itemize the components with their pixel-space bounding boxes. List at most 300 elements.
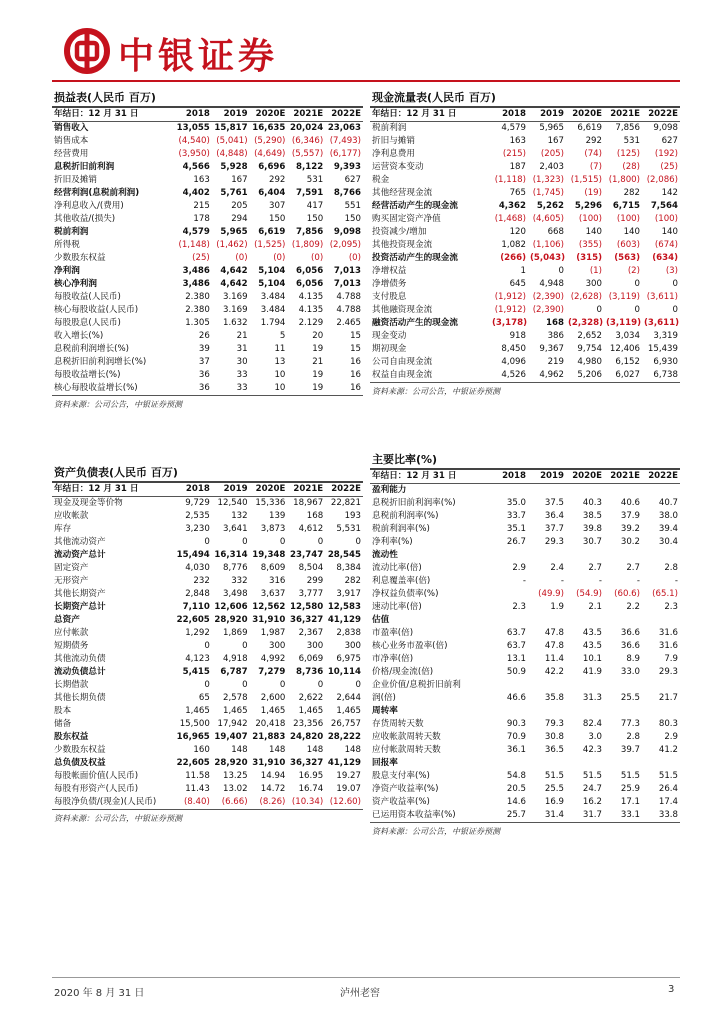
cell-value: (49.9) — [538, 589, 564, 599]
cell-value: 40.7 — [658, 498, 678, 508]
cell-value: 11.58 — [185, 771, 210, 781]
row-label: 每股股息(人民币) — [54, 318, 121, 328]
table-row — [52, 122, 363, 136]
cell-value: - — [674, 576, 678, 586]
table-row — [370, 679, 680, 692]
cell-value: 5,206 — [577, 370, 602, 380]
cell-value: (125) — [616, 149, 640, 159]
cell-value: 10,114 — [327, 667, 361, 677]
table-row — [52, 369, 363, 382]
cell-value: 0 — [242, 641, 248, 651]
balance-table — [52, 483, 363, 809]
cell-value: 168 — [546, 318, 564, 328]
row-label: 价格/现金流(倍) — [372, 667, 434, 677]
cell-value: 31.3 — [582, 693, 602, 703]
table-row — [52, 265, 363, 278]
row-label: 融资活动产生的现金流 — [372, 318, 458, 328]
cell-value: (674) — [654, 240, 678, 250]
cell-value: 1,465 — [222, 706, 248, 716]
cell-value: 5,415 — [182, 667, 210, 677]
cell-value: 6,619 — [258, 227, 286, 237]
cell-value: 46.6 — [506, 693, 526, 703]
cell-value: 37 — [198, 357, 210, 367]
cell-value: (28) — [622, 162, 640, 172]
row-label: 无形资产 — [54, 576, 89, 586]
cell-value: 10.1 — [582, 654, 602, 664]
table-row — [52, 653, 363, 666]
cell-value: 5,965 — [220, 227, 248, 237]
row-label: 现金及现金等价物 — [54, 498, 123, 508]
table-row — [370, 783, 680, 796]
table-row — [370, 809, 680, 822]
header-year: 2019 — [212, 108, 250, 122]
footer-company: 泸州老窖 — [340, 988, 380, 999]
cell-value: (100) — [654, 214, 678, 224]
cell-value — [604, 484, 642, 498]
cell-value: 2.7 — [588, 563, 602, 573]
table-row — [52, 744, 363, 757]
cell-value: 7,013 — [333, 266, 361, 276]
cell-value: 3,230 — [185, 524, 210, 534]
cell-value: 167 — [231, 175, 248, 185]
header-label: 年结日：12 月 31 日 — [370, 108, 490, 122]
table-row — [52, 252, 363, 265]
table-row — [52, 718, 363, 731]
cell-value: - — [522, 576, 526, 586]
cell-value: 40.6 — [620, 498, 640, 508]
cell-value: 33.1 — [620, 810, 640, 820]
cell-value: 22,821 — [330, 498, 361, 508]
cell-value: 627 — [344, 175, 361, 185]
page-number: 3 — [668, 984, 675, 995]
cell-value: 168 — [306, 511, 324, 521]
row-label: 税前利润 — [372, 123, 407, 133]
cell-value: 63.7 — [506, 641, 526, 651]
cell-value: 282 — [344, 576, 361, 586]
cell-value: 187 — [509, 162, 526, 172]
cell-value: 30 — [236, 357, 248, 367]
cell-value — [566, 679, 604, 692]
cell-value: 3,641 — [222, 524, 248, 534]
row-label: 投资减少/增加 — [372, 227, 427, 237]
cell-value: 9,367 — [539, 344, 564, 354]
cell-value: 21,883 — [252, 732, 286, 742]
row-label: 其他长期资产 — [54, 589, 106, 599]
cell-value: 21 — [236, 331, 248, 341]
row-label: 息税折旧前利润增长(%) — [54, 357, 147, 367]
cell-value: 37.7 — [544, 524, 564, 534]
cell-value: 28,920 — [214, 615, 248, 625]
cell-value: 37.9 — [620, 511, 640, 521]
cell-value: 10 — [274, 370, 286, 380]
table-row — [52, 343, 363, 356]
table-row — [52, 278, 363, 291]
cell-value: 31 — [236, 344, 248, 354]
cell-value: 20,418 — [255, 719, 286, 729]
row-label: 周转率 — [372, 706, 398, 716]
cell-value: 13.25 — [222, 771, 248, 781]
row-label: 净利润 — [54, 266, 80, 276]
row-label: 每股收益(人民币) — [54, 292, 121, 302]
cell-value: 37.5 — [544, 498, 564, 508]
cell-value: 47.8 — [544, 628, 564, 638]
cell-value: 292 — [268, 175, 286, 185]
cell-value: 163 — [509, 136, 526, 146]
table-row — [370, 265, 680, 278]
cell-value: 30.4 — [658, 537, 678, 547]
header-year: 2020E — [566, 108, 604, 122]
cell-value: 50.9 — [506, 667, 526, 677]
row-label: 润(倍) — [372, 693, 396, 703]
cell-value: 26.4 — [658, 784, 678, 794]
table-row — [370, 497, 680, 510]
cell-value: 36.5 — [544, 745, 564, 755]
cell-value: 0 — [634, 279, 640, 289]
cell-value: 63.7 — [506, 628, 526, 638]
table-row — [370, 213, 680, 226]
table-row — [370, 148, 680, 161]
cell-value: 70.9 — [506, 732, 526, 742]
cell-value — [528, 549, 566, 562]
income-table — [52, 108, 363, 395]
cell-value: 11.43 — [185, 784, 210, 794]
cell-value: 16,965 — [176, 732, 210, 742]
row-label: 核心业务市盈率(倍) — [372, 641, 448, 651]
cell-value — [566, 549, 604, 562]
cell-value — [566, 705, 604, 718]
cell-value: 6,696 — [258, 162, 286, 172]
cell-value: 29.3 — [658, 667, 678, 677]
cell-value: 531 — [306, 175, 324, 185]
cell-value: (205) — [540, 149, 564, 159]
cell-value: 160 — [193, 745, 210, 755]
cell-value: 15,817 — [214, 123, 248, 133]
row-label: 利息覆盖率(倍) — [372, 576, 431, 586]
cell-value: 4,566 — [182, 162, 210, 172]
cell-value: (315) — [576, 253, 602, 263]
cell-value: 1.9 — [550, 602, 564, 612]
cell-value: (1,323) — [532, 175, 564, 185]
cell-value: 35.0 — [506, 498, 526, 508]
row-label: 净资产收益率(%) — [372, 784, 439, 794]
header-year: 2018 — [490, 108, 528, 122]
row-label: 经营费用 — [54, 149, 89, 159]
cell-value: (4,605) — [532, 214, 564, 224]
table-row — [370, 653, 680, 666]
header-year: 2022E — [642, 470, 680, 484]
row-label: 速动比率(倍) — [372, 602, 422, 612]
row-label: 核心每股收益增长(%) — [54, 383, 138, 393]
cell-value — [604, 705, 642, 718]
table-row — [52, 382, 363, 395]
cell-value: 282 — [623, 188, 640, 198]
cell-value: 2.8 — [664, 563, 678, 573]
cell-value: 2,652 — [577, 331, 602, 341]
cell-value: (6,177) — [329, 149, 361, 159]
cell-value: 19.07 — [336, 784, 361, 794]
cell-value — [528, 614, 566, 627]
cell-value: (4,540) — [178, 136, 210, 146]
cell-value: 0 — [204, 641, 210, 651]
cell-value: 5,296 — [574, 201, 602, 211]
cell-value: (1,912) — [494, 305, 526, 315]
cell-value: 16,635 — [252, 123, 286, 133]
cell-value: 20,024 — [290, 123, 324, 133]
cell-value: 0 — [355, 680, 361, 690]
cell-value: 19 — [312, 370, 324, 380]
table-row — [52, 317, 363, 330]
cell-value: (74) — [584, 149, 602, 159]
row-label: 其他收益/(损失) — [54, 214, 116, 224]
cell-value: (1,745) — [532, 188, 564, 198]
table-row — [370, 770, 680, 783]
cell-value: 316 — [268, 576, 286, 586]
cell-value: 142 — [661, 188, 678, 198]
table-row — [52, 161, 363, 174]
cashflow-source-note: 资料来源：公司公告，中银证券预测 — [370, 382, 680, 397]
row-label: 每股帐面价值(人民币) — [54, 771, 139, 781]
cell-value — [490, 757, 528, 770]
cell-value: 20 — [312, 331, 324, 341]
table-row — [52, 536, 363, 549]
cell-value: - — [598, 576, 602, 586]
row-label: 已运用资本收益率(%) — [372, 810, 456, 820]
cell-value: 36 — [198, 370, 210, 380]
footer-date: 2020 年 8 月 31 日 — [54, 988, 145, 999]
cell-value — [604, 757, 642, 770]
cell-value: (54.9) — [576, 589, 602, 599]
cell-value: 23,063 — [327, 123, 361, 133]
cell-value: 35.1 — [506, 524, 526, 534]
cell-value: 2.7 — [626, 563, 640, 573]
table-row — [370, 226, 680, 239]
cell-value — [490, 614, 528, 627]
row-label: 销售收入 — [54, 123, 89, 133]
cell-value: 3,319 — [653, 331, 678, 341]
cell-value: (1,118) — [494, 175, 526, 185]
table-row — [370, 135, 680, 148]
table-row — [370, 200, 680, 213]
cell-value: 31.6 — [658, 641, 678, 651]
row-label: 权益自由现金流 — [372, 370, 433, 380]
table-row — [52, 226, 363, 239]
cell-value — [528, 757, 566, 770]
row-label: 应付帐款周转天数 — [372, 745, 441, 755]
cell-value: (5,290) — [254, 136, 286, 146]
cell-value: 36.6 — [620, 628, 640, 638]
cell-value: 30.2 — [620, 537, 640, 547]
cell-value: 332 — [231, 576, 248, 586]
cell-value: 12,580 — [290, 602, 324, 612]
cell-value: 5,104 — [258, 266, 286, 276]
cell-value: 178 — [193, 214, 210, 224]
cell-value: (65.1) — [652, 589, 678, 599]
cell-value: 15 — [350, 331, 361, 341]
cell-value: 38.5 — [582, 511, 602, 521]
cell-value: 2.1 — [588, 602, 602, 612]
cell-value: (1,809) — [291, 240, 324, 250]
table-row — [52, 757, 363, 770]
cell-value: 417 — [306, 201, 324, 211]
cell-value: 2,403 — [539, 162, 564, 172]
cell-value: 292 — [585, 136, 602, 146]
cell-value: 0 — [242, 537, 248, 547]
cell-value: 33 — [236, 383, 248, 393]
cell-value: 150 — [306, 214, 324, 224]
header-year: 2022E — [325, 483, 363, 497]
cell-value: 5,965 — [539, 123, 564, 133]
cell-value: 51.5 — [582, 771, 602, 781]
table-row — [370, 174, 680, 187]
table-row — [370, 588, 680, 601]
row-label: 总资产 — [54, 615, 80, 625]
row-label: 净利息收入/(费用) — [54, 201, 124, 211]
cell-value: 22,605 — [176, 758, 210, 768]
ratios-title: 主要比率(%) — [370, 452, 680, 470]
cell-value: (215) — [502, 149, 526, 159]
cashflow-table — [370, 108, 680, 382]
cell-value: 4,123 — [185, 654, 210, 664]
cell-value: 645 — [509, 279, 526, 289]
cell-value: 39 — [198, 344, 210, 354]
row-label: 股本 — [54, 706, 72, 716]
cell-value: 6,056 — [296, 266, 324, 276]
cell-value: (3,611) — [646, 292, 678, 302]
row-label: 流动负债总计 — [54, 667, 106, 677]
cell-value: 4.135 — [298, 305, 324, 315]
cell-value: 19,348 — [252, 550, 286, 560]
row-label: 公司自由现金流 — [372, 357, 433, 367]
cell-value: 33.0 — [620, 667, 640, 677]
cell-value: (3,119) — [608, 292, 640, 302]
row-label: 股东权益 — [54, 732, 89, 742]
cell-value: 150 — [344, 214, 361, 224]
cell-value: (266) — [500, 253, 526, 263]
header-row — [52, 483, 363, 497]
cell-value: 9,098 — [333, 227, 361, 237]
balance-sheet-section — [52, 465, 363, 824]
cell-value: 31,910 — [252, 615, 286, 625]
cell-value: 24.7 — [582, 784, 602, 794]
cell-value: 294 — [231, 214, 248, 224]
cell-value: 4,992 — [260, 654, 286, 664]
cell-value: 21 — [312, 357, 324, 367]
row-label: 其他流动资产 — [54, 537, 106, 547]
cell-value: 19.27 — [336, 771, 361, 781]
cell-value: 80.3 — [658, 719, 678, 729]
cell-value: 0 — [634, 305, 640, 315]
table-row — [370, 484, 680, 498]
cell-value: 300 — [344, 641, 361, 651]
cell-value: (3,611) — [644, 318, 680, 328]
cell-value: (2,390) — [532, 292, 564, 302]
cell-value: 36,327 — [290, 758, 324, 768]
cell-value — [490, 588, 528, 601]
cell-value: 51.5 — [620, 771, 640, 781]
cell-value: 918 — [509, 331, 526, 341]
row-label: 经营活动产生的现金流 — [372, 201, 458, 211]
row-label: 其他投资现金流 — [372, 240, 433, 250]
row-label: 储备 — [54, 719, 72, 729]
cell-value: 132 — [231, 511, 248, 521]
cell-value: (1,800) — [608, 175, 640, 185]
cell-value: 193 — [344, 511, 361, 521]
cell-value: 148 — [306, 745, 324, 755]
cell-value: 0 — [672, 305, 678, 315]
cell-value: 4.135 — [298, 292, 324, 302]
row-label: 税金 — [372, 175, 390, 185]
cell-value: 6,056 — [296, 279, 324, 289]
table-row — [370, 187, 680, 200]
cell-value: 2.9 — [664, 732, 678, 742]
cell-value: 16.74 — [298, 784, 324, 794]
row-label: 固定资产 — [54, 563, 89, 573]
cell-value: 232 — [193, 576, 210, 586]
cell-value: (0) — [348, 253, 361, 263]
row-label: 总负债及权益 — [54, 758, 106, 768]
cell-value: (5,557) — [291, 149, 324, 159]
row-label: 收入增长(%) — [54, 331, 104, 341]
cell-value: 1.305 — [185, 318, 210, 328]
table-row — [370, 161, 680, 174]
cell-value: 551 — [344, 201, 361, 211]
cell-value: 765 — [509, 188, 526, 198]
table-row — [52, 614, 363, 627]
cell-value: 22,605 — [176, 615, 210, 625]
cell-value: (0) — [235, 253, 248, 263]
cell-value: 6,404 — [258, 188, 286, 198]
cell-value: 31.4 — [544, 810, 564, 820]
table-row — [52, 135, 363, 148]
cell-value: 2.3 — [664, 602, 678, 612]
row-label: 估值 — [372, 615, 390, 625]
cell-value: 23,747 — [290, 550, 324, 560]
cell-value — [490, 549, 528, 562]
cell-value: 3,637 — [260, 589, 286, 599]
header-year: 2019 — [528, 470, 566, 484]
cell-value: 7,591 — [296, 188, 324, 198]
cell-value: 11 — [274, 344, 286, 354]
cell-value: 15,500 — [179, 719, 210, 729]
table-row — [52, 705, 363, 718]
cell-value: (100) — [578, 214, 602, 224]
cell-value: 25.5 — [544, 784, 564, 794]
table-row — [52, 666, 363, 679]
cell-value: (8.26) — [259, 797, 286, 807]
table-row — [370, 278, 680, 291]
cell-value: 15 — [350, 344, 361, 354]
cell-value: 2.3 — [512, 602, 526, 612]
cell-value: 668 — [547, 227, 564, 237]
cell-value: 30.7 — [582, 537, 602, 547]
row-label: 折旧与摊销 — [372, 136, 415, 146]
table-row — [52, 497, 363, 511]
cell-value: 3,034 — [615, 331, 640, 341]
table-row — [370, 304, 680, 317]
cell-value: 26.7 — [506, 537, 526, 547]
cell-value: (1,468) — [494, 214, 526, 224]
cell-value: 79.3 — [544, 719, 564, 729]
cell-value — [566, 614, 604, 627]
cell-value: 77.3 — [620, 719, 640, 729]
cell-value: (3,178) — [492, 318, 528, 328]
cell-value: 4,096 — [501, 357, 526, 367]
cell-value: 1,082 — [501, 240, 526, 250]
cell-value: 23,356 — [293, 719, 324, 729]
cell-value: 9,393 — [333, 162, 361, 172]
row-label: 购买固定资产净值 — [372, 214, 441, 224]
cell-value: 6,619 — [577, 123, 602, 133]
